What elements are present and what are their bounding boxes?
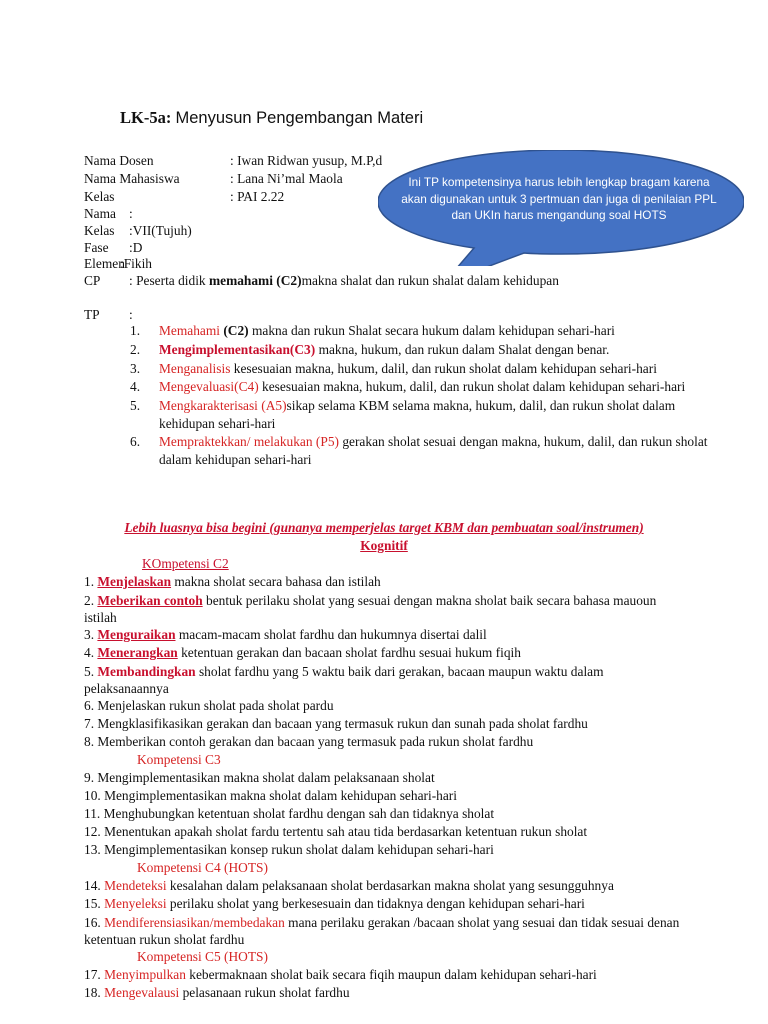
c2-heading: KOmpetensi C2 <box>142 556 229 571</box>
c4-heading: Kompetensi C4 (HOTS) <box>137 860 268 875</box>
tp-item: 1. Memahami (C2) makna dan rukun Shalat secara hukum dalam kehidupan sehari-hari <box>130 323 615 338</box>
tp-label: TP <box>84 307 100 322</box>
tp-list <box>130 322 710 470</box>
kelas-value: : PAI 2.22 <box>230 189 285 204</box>
c2-item: 6. Menjelaskan rukun sholat pada sholat pardu <box>84 698 334 713</box>
tp-colon: : <box>129 307 133 322</box>
callout-text: Ini TP kompetensinya harus lebih lengkap bragam karena akan digunakan untuk 3 pertmuan dan juga di penilaian PPL dan UKIn harus mengandung soal HOTS <box>401 175 717 222</box>
fase-label: Fase <box>84 240 109 255</box>
c3-item: 11. Menghubungkan ketentuan sholat fardhu dengan sah dan tidaknya sholat <box>84 806 495 821</box>
worksheet-title: Menyusun Pengembangan Materi <box>175 109 424 127</box>
kelas-siswa-label: Kelas <box>84 223 115 238</box>
c2-item: 4. Menerangkan ketentuan gerakan dan bacaan sholat fardhu sesuai hukum fiqih <box>84 645 521 660</box>
c3-item: 10. Mengimplementasikan makna sholat dalam kehidupan sehari-hari <box>84 788 457 803</box>
c2-item: 5. Membandingkan sholat fardhu yang 5 waktu baik dari gerakan, bacaan maupun waktu dalam pelaksanaannya <box>84 664 604 696</box>
document-title <box>120 108 423 128</box>
kognitif-heading: Kognitif <box>360 538 408 553</box>
tp-item: 4. Mengevaluasi(C4) kesesuaian makna, hukum, dalil, dan rukun sholat dalam kehidupan sehari-hari <box>130 379 686 395</box>
c2-item: 2. Meberikan contoh bentuk perilaku sholat yang sesuai dengan makna sholat baik secara bahasa mauoun istilah <box>84 593 657 625</box>
c2-item: 8. Memberikan contoh gerakan dan bacaan yang termasuk pada rukun sholat fardhu <box>84 734 534 749</box>
tp-item: 2. Mengimplementasikan(C3) makna, hukum, dan rukun dalam Shalat dengan benar. <box>130 341 610 357</box>
c4-item: 15. Menyeleksi perilaku sholat yang berkesesuain dan tidaknya dengan kehidupan sehari-hari <box>84 896 585 911</box>
c2-item: 3. Menguraikan macam-macam sholat fardhu dan hukumnya disertai dalil <box>84 627 487 642</box>
fase-value: :D <box>129 240 143 255</box>
dosen-value: : Iwan Ridwan yusup, M.P,d <box>230 153 383 168</box>
c5-heading: Kompetensi C5 (HOTS) <box>137 949 268 964</box>
c3-item: 9. Mengimplementasikan makna sholat dalam pelaksanaan sholat <box>84 770 435 785</box>
elemen-value: :Fikih <box>120 256 152 271</box>
dosen-label: Nama Dosen <box>84 153 154 168</box>
tp-item: 5. Mengkarakterisasi (A5)sikap selama KBM selama makna, hukum, dalil, dan rukun sholat dalam kehidupan sehari-hari <box>130 398 676 431</box>
c3-item: 13. Mengimplementasikan konsep rukun sholat dalam kehidupan sehari-hari <box>84 842 494 857</box>
c4-item: 16. Mendiferensiasikan/membedakan mana perilaku gerakan /bacaan sholat yang sesuai dan tidak sesuai denan ketentuan rukun sholat fardhu <box>84 915 680 947</box>
mahasiswa-value: : Lana Ni’mal Maola <box>230 171 343 186</box>
cp-competency: memahami (C2) <box>208 273 302 288</box>
c3-heading: Kompetensi C3 <box>137 752 221 767</box>
mahasiswa-label: Nama Mahasiswa <box>84 171 180 186</box>
extension-note: Lebih luasnya bisa begini (gunanya memperjelas target KBM dan pembuatan soal/instrumen) <box>124 520 644 535</box>
tp-item: 6. Mempraktekkan/ melakukan (P5) gerakan sholat sesuai dengan makna, hukum, dalil, dan rukun sholat dalam kehidupan sehari-hari <box>130 434 708 467</box>
nama-value: : <box>129 206 133 221</box>
cp-text: : Peserta didik memahami (C2)makna shalat dan rukun shalat dalam kehidupan <box>129 273 559 288</box>
c3-item: 12. Menentukan apakah sholat fardu tertentu sah atau tida berdasarkan ketentuan rukun sholat <box>84 824 588 839</box>
kelas-label: Kelas <box>84 189 115 204</box>
c5-item: 18. Mengevalausi pelasanaan rukun sholat fardhu <box>84 985 350 1000</box>
c2-item: 1. Menjelaskan makna sholat secara bahasa dan istilah <box>84 574 381 589</box>
kelas-siswa-value: :VII(Tujuh) <box>129 223 192 238</box>
nama-label: Nama <box>84 206 116 221</box>
elemen-label: Elemen <box>84 256 125 271</box>
worksheet-code: LK-5a: <box>120 108 172 127</box>
c2-item: 7. Mengklasifikasikan gerakan dan bacaan yang termasuk rukun dan sunah pada sholat fardhu <box>84 716 588 731</box>
c4-item: 14. Mendeteksi kesalahan dalam pelaksanaan sholat berdasarkan makna sholat yang sesungguhnya <box>84 878 614 893</box>
c5-item: 17. Menyimpulkan kebermaknaan sholat baik secara fiqih maupun dalam kehidupan sehari-hari <box>84 967 597 982</box>
tp-item: 3. Menganalisis kesesuaian makna, hukum, dalil, dan rukun sholat dalam kehidupan sehari-hari <box>130 360 657 376</box>
cp-label: CP <box>84 273 101 288</box>
